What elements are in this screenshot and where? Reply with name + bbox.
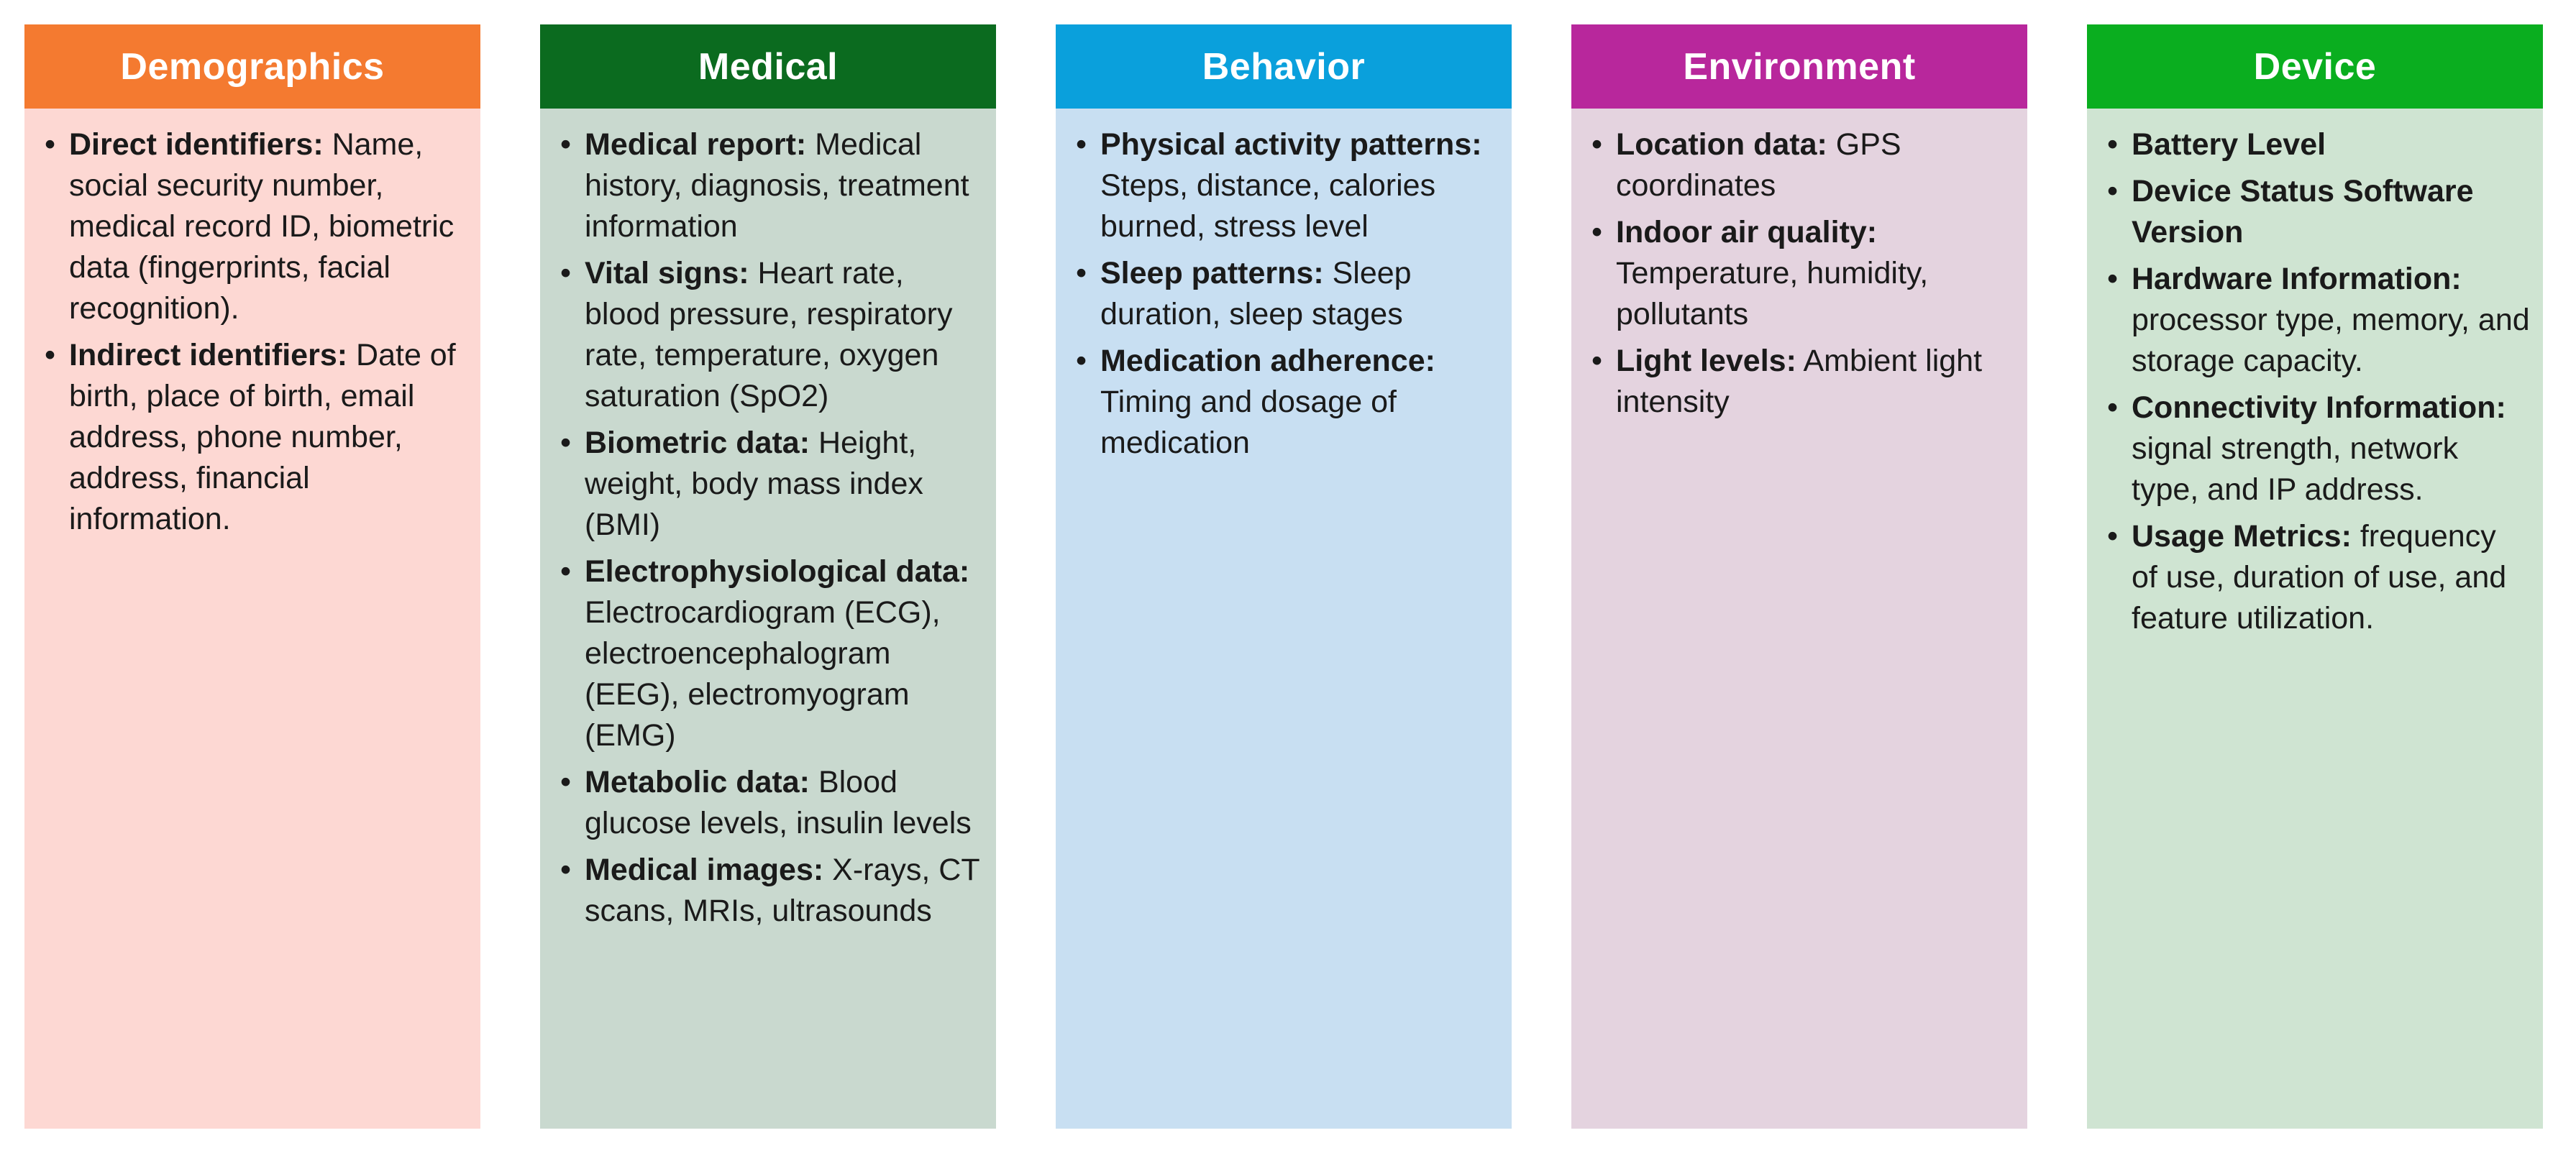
column-body [1571, 109, 2027, 1129]
list-item [2104, 387, 2530, 510]
list-item [2104, 171, 2530, 253]
column-title: Demographics [120, 45, 385, 88]
item-term: Usage Metrics: [2132, 519, 2352, 554]
list-item [1073, 341, 1499, 464]
list-item [557, 253, 983, 417]
column-header [24, 24, 480, 109]
item-text: Date of birth, place of birth, email address, phone number, address, financial information. [69, 338, 456, 536]
column-title: Medical [698, 45, 839, 88]
column-title: Behavior [1202, 45, 1366, 88]
list-item [2104, 516, 2530, 639]
item-term: Biometric data: [585, 426, 810, 460]
column-header [1056, 24, 1512, 109]
item-text: signal strength, network type, and IP address. [2132, 431, 2459, 507]
column-body [1056, 109, 1512, 1129]
list-item [557, 124, 983, 247]
column-body [24, 109, 480, 1129]
item-text: Sleep duration, sleep stages [1100, 256, 1412, 331]
list-item [1589, 124, 2014, 206]
column-medical [540, 24, 996, 1129]
item-text: Name, social security number, medical record ID, biometric data (fingerprints, facial recognition). [69, 127, 455, 326]
item-text: frequency of use, duration of use, and feature utilization. [2132, 519, 2507, 635]
item-term: Sleep patterns: [1100, 256, 1324, 290]
item-term: Physical activity patterns: [1100, 127, 1482, 162]
item-text: Height, weight, body mass index (BMI) [585, 426, 923, 542]
item-list [2104, 124, 2530, 639]
list-item [1589, 341, 2014, 423]
item-text: Blood glucose levels, insulin levels [585, 765, 972, 840]
item-term: Medical report: [585, 127, 807, 162]
column-demographics [24, 24, 480, 1129]
item-term: Battery Level [2132, 127, 2326, 162]
list-item [557, 423, 983, 546]
column-title: Environment [1683, 45, 1916, 88]
item-term: Medication adherence: [1100, 344, 1435, 378]
item-term: Hardware Information: [2132, 262, 2462, 296]
item-text: X-rays, CT scans, MRIs, ultrasounds [585, 853, 979, 928]
column-body [2087, 109, 2543, 1129]
item-list [1589, 124, 2014, 423]
item-term: Connectivity Information: [2132, 390, 2506, 425]
item-term: Device Status Software Version [2132, 174, 2474, 249]
item-term: Light levels: [1616, 344, 1796, 378]
item-text: Temperature, humidity, pollutants [1616, 256, 1929, 331]
list-item [557, 850, 983, 932]
item-term: Metabolic data: [585, 765, 810, 799]
list-item [1589, 212, 2014, 335]
column-header [1571, 24, 2027, 109]
item-list [42, 124, 467, 540]
column-title: Device [2253, 45, 2377, 88]
column-header [2087, 24, 2543, 109]
item-term: Direct identifiers: [69, 127, 324, 162]
item-text: Ambient light intensity [1616, 344, 1983, 419]
list-item [2104, 259, 2530, 382]
list-item [557, 551, 983, 756]
column-device [2087, 24, 2543, 1129]
item-text: Timing and dosage of medication [1100, 385, 1397, 460]
item-list [557, 124, 983, 932]
column-body [540, 109, 996, 1129]
item-list [1073, 124, 1499, 464]
item-text: processor type, memory, and storage capacity. [2132, 303, 2530, 378]
item-term: Indirect identifiers: [69, 338, 348, 372]
item-term: Electrophysiological data: [585, 554, 970, 589]
item-term: Location data: [1616, 127, 1827, 162]
column-header [540, 24, 996, 109]
item-term: Indoor air quality: [1616, 215, 1878, 249]
list-item [1073, 253, 1499, 335]
item-term: Medical images: [585, 853, 824, 887]
list-item [42, 335, 467, 540]
item-text: Medical history, diagnosis, treatment information [585, 127, 969, 244]
column-behavior [1056, 24, 1512, 1129]
list-item [557, 762, 983, 844]
list-item [42, 124, 467, 329]
list-item [1073, 124, 1499, 247]
column-environment [1571, 24, 2027, 1129]
list-item [2104, 124, 2530, 165]
item-term: Vital signs: [585, 256, 749, 290]
item-text: Heart rate, blood pressure, respiratory rate, temperature, oxygen saturation (SpO2) [585, 256, 953, 413]
item-text: Electrocardiogram (ECG), electroencephalogram (EEG), electromyogram (EMG) [585, 595, 941, 753]
item-text: Steps, distance, calories burned, stress level [1100, 168, 1436, 244]
item-text: GPS coordinates [1616, 127, 1901, 203]
